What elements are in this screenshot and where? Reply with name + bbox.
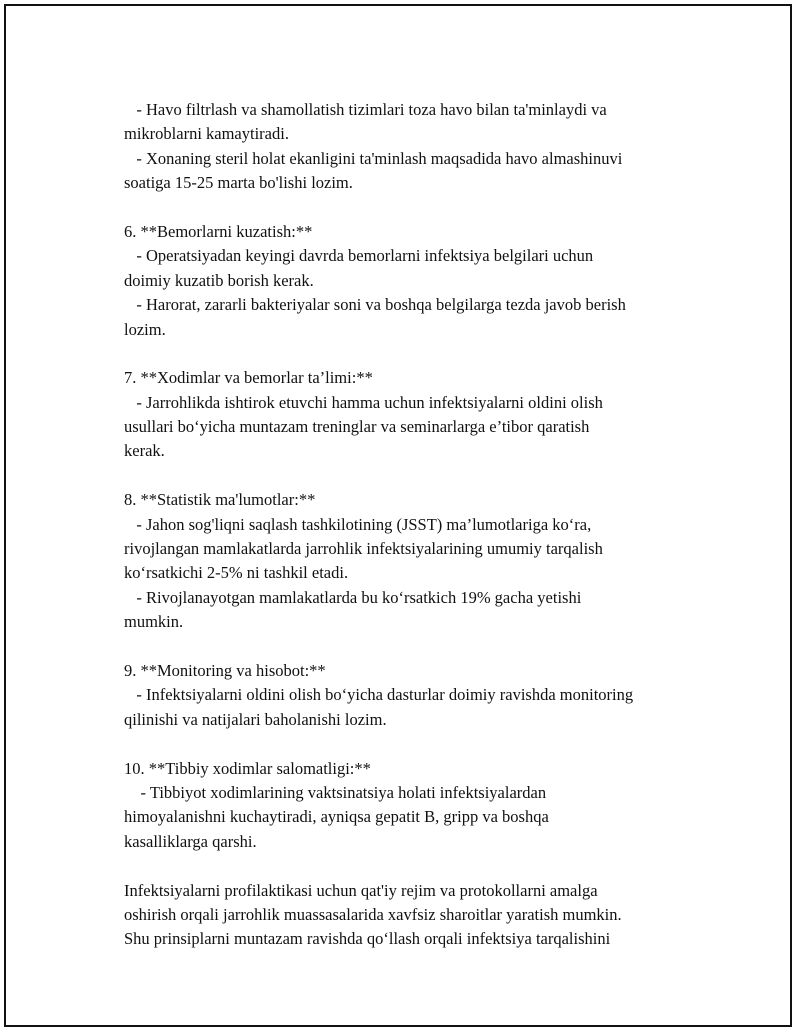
blank-line bbox=[124, 732, 724, 756]
text-line: 8. **Statistik ma'lumotlar:** bbox=[124, 490, 316, 510]
text-line: usullari bo‘yicha muntazam treninglar va seminarlarga e’tibor qaratish bbox=[124, 417, 590, 437]
document-body bbox=[124, 98, 724, 952]
text-line: - Jahon sog'liqni saqlash tashkilotining (JSST) ma’lumotlariga ko‘ra, bbox=[124, 514, 592, 534]
text-line: - Havo filtrlash va shamollatish tizimlari toza havo bilan ta'minlaydi va bbox=[124, 100, 607, 119]
page-frame bbox=[4, 4, 792, 1027]
text-line: 10. **Tibbiy xodimlar salomatligi:** bbox=[124, 758, 371, 778]
text-line: 9. **Monitoring va hisobot:** bbox=[124, 660, 326, 680]
text-line: doimiy kuzatib borish kerak. bbox=[124, 270, 314, 290]
text-line: mumkin. bbox=[124, 612, 184, 632]
text-line: - Harorat, zararli bakteriyalar soni va boshqa belgilarga tezda javob berish bbox=[124, 295, 626, 315]
text-line: - Jarrohlikda ishtirok etuvchi hamma uchun infektsiyalarni oldini olish bbox=[124, 392, 603, 412]
text-line: soatiga 15-25 marta bo'lishi lozim. bbox=[124, 173, 353, 193]
blank-line bbox=[124, 635, 724, 659]
text-line: lozim. bbox=[124, 319, 166, 339]
text-line: ko‘rsatkichi 2-5% ni tashkil etadi. bbox=[124, 563, 349, 583]
text-line: kasalliklarga qarshi. bbox=[124, 831, 257, 851]
text-line: Shu prinsiplarni muntazam ravishda qo‘llash orqali infektsiya tarqalishini bbox=[124, 929, 611, 949]
text-line: - Operatsiyadan keyingi davrda bemorlarni infektsiya belgilari uchun bbox=[124, 246, 594, 266]
text-line: 6. **Bemorlarni kuzatish:** bbox=[124, 221, 313, 241]
text-line: kerak. bbox=[124, 441, 165, 461]
text-line: qilinishi va natijalari baholanishi lozim. bbox=[124, 709, 387, 729]
text-line: 7. **Xodimlar va bemorlar ta’limi:** bbox=[124, 368, 373, 388]
text-line: - Infektsiyalarni oldini olish bo‘yicha dasturlar doimiy ravishda monitoring bbox=[124, 685, 634, 705]
blank-line bbox=[124, 196, 724, 220]
blank-line bbox=[124, 464, 724, 488]
text-line: - Tibbiyot xodimlarining vaktsinatsiya holati infektsiyalardan bbox=[124, 782, 547, 802]
text-line: Infektsiyalarni profilaktikasi uchun qat'iy rejim va protokollarni amalga bbox=[124, 880, 598, 900]
text-line: - Xonaning steril holat ekanligini ta'minlash maqsadida havo almashinuvi bbox=[124, 148, 623, 168]
blank-line bbox=[124, 342, 724, 366]
text-line: oshirish orqali jarrohlik muassasalarida xavfsiz sharoitlar yaratish mumkin. bbox=[124, 904, 622, 924]
text-line: himoyalanishni kuchaytiradi, ayniqsa gepatit B, gripp va boshqa bbox=[124, 807, 549, 827]
text-line: - Rivojlanayotgan mamlakatlarda bu ko‘rsatkich 19% gacha yetishi bbox=[124, 587, 582, 607]
blank-line bbox=[124, 854, 724, 878]
text-line: mikroblarni kamaytiradi. bbox=[124, 124, 289, 144]
text-line: rivojlangan mamlakatlarda jarrohlik infektsiyalarining umumiy tarqalish bbox=[124, 539, 603, 559]
